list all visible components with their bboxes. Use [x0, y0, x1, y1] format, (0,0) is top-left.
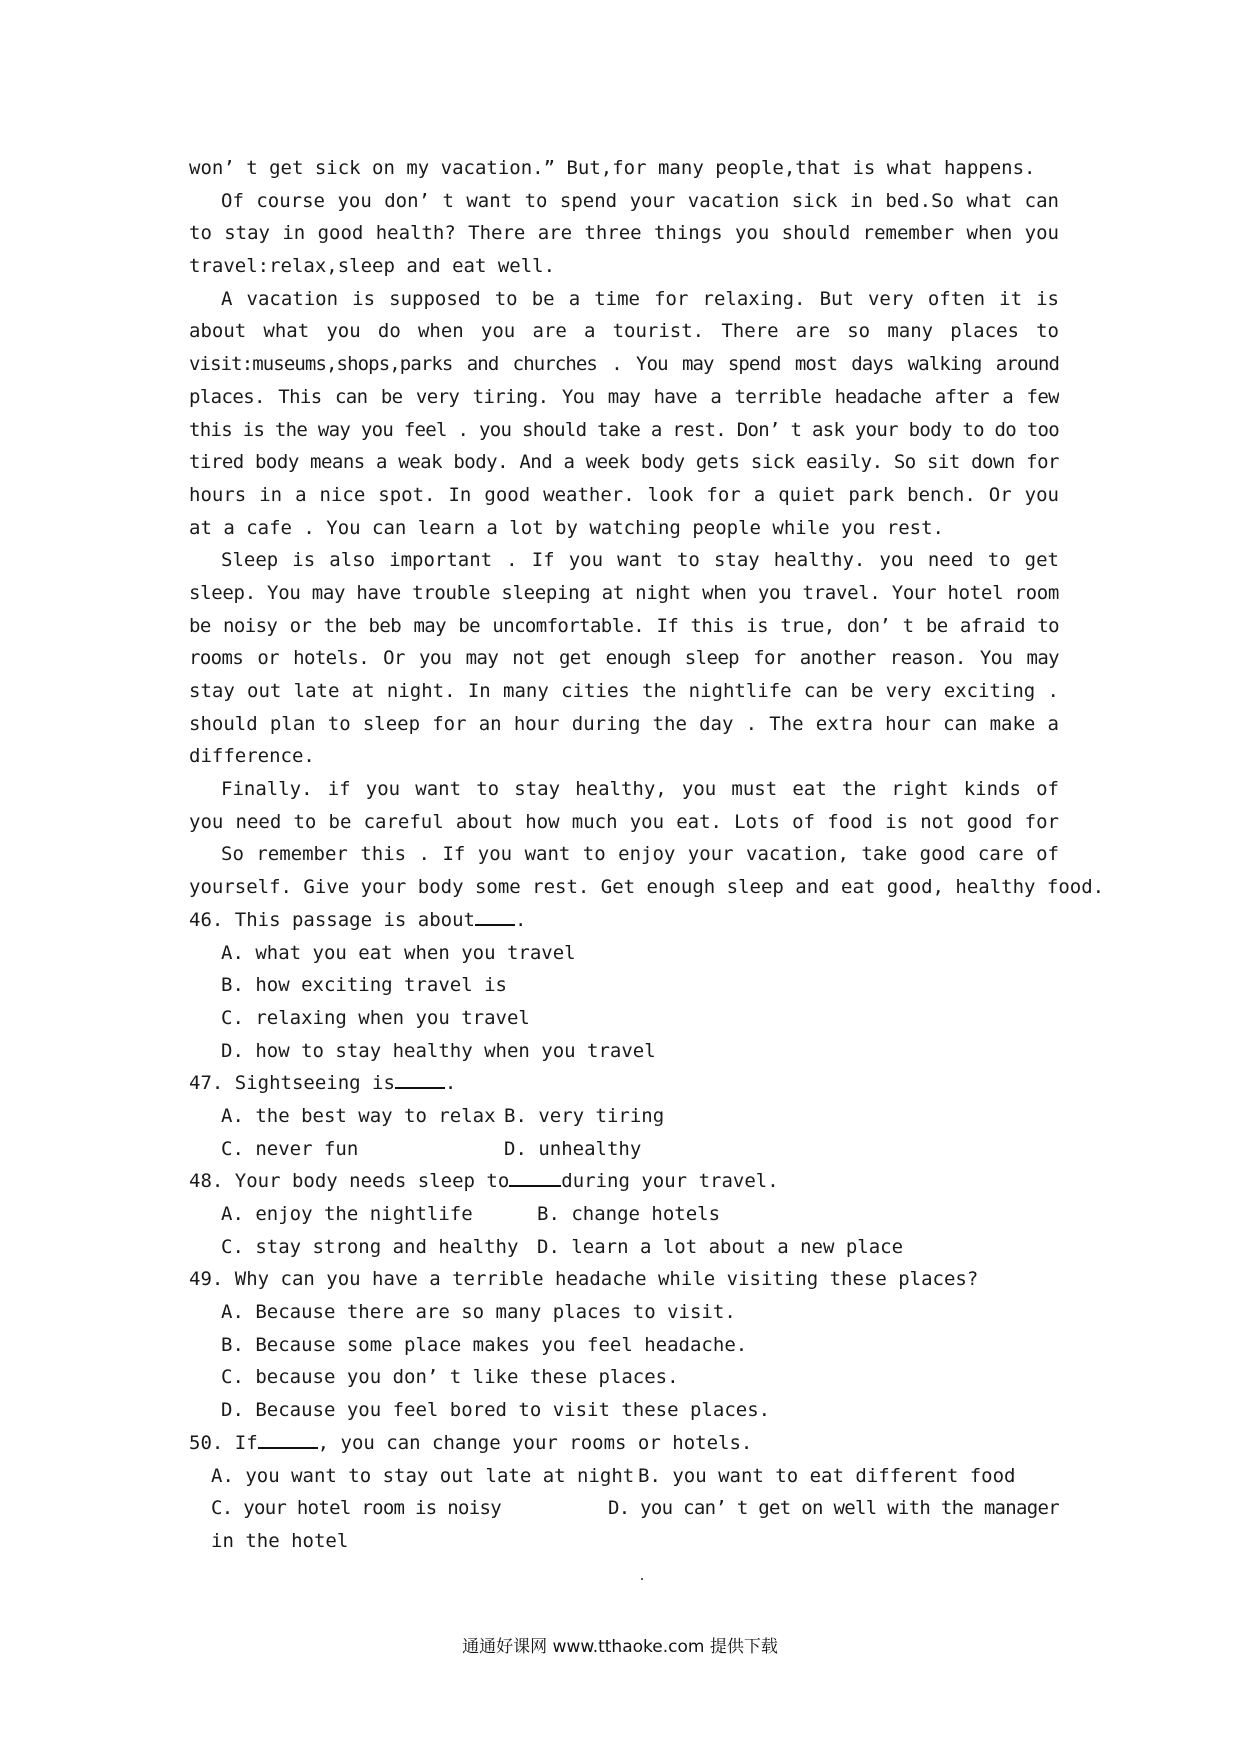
option-d: D. you can’ t get on well with the manager: [607, 1497, 1059, 1520]
question-stem-end: .: [514, 908, 527, 931]
option-c: C. because you don’ t like these places.: [221, 1366, 679, 1389]
passage-line: to stay in good health? There are three things you should remember when you: [189, 222, 1059, 245]
question-48: [189, 1165, 1059, 1198]
option-c: C. your hotel room is noisy: [211, 1497, 501, 1520]
option-a: A. the best way to relax: [221, 1104, 496, 1127]
passage-line: sleep. You may have trouble sleeping at night when you travel. Your hotel room: [189, 581, 1059, 604]
passage-line: rooms or hotels. Or you may not get enough sleep for another reason. You may: [189, 647, 1059, 670]
passage-line: should plan to sleep for an hour during the day . The extra hour can make a: [189, 712, 1059, 735]
answer-blank: [509, 1165, 561, 1187]
option-b: B. change hotels: [537, 1203, 721, 1225]
option-row: [189, 1231, 1059, 1264]
question-stem: 48. Your body needs sleep to: [189, 1170, 510, 1193]
passage-line: yourself. Give your body some rest. Get enough sleep and eat good, healthy food.: [189, 876, 1105, 899]
option-d: D. learn a lot about a new place: [537, 1235, 904, 1258]
passage-line: Finally. if you want to stay healthy, you must eat the right kinds of: [221, 778, 1059, 801]
passage-line: A vacation is supposed to be a time for relaxing. But very often it is: [221, 287, 1059, 310]
passage-line: hours in a nice spot. In good weather. look for a quiet park bench. Or you: [189, 483, 1059, 506]
option-row: [189, 1460, 1059, 1493]
passage-line: be noisy or the beb may be uncomfortable. If this is true, don’ t be afraid to: [189, 614, 1059, 637]
answer-blank: [475, 904, 515, 926]
passage-line: places. This can be very tiring. You may have a terrible headache after a few: [189, 385, 1059, 408]
option-b: B. very tiring: [504, 1104, 665, 1127]
option-a: A. you want to stay out late at night: [211, 1464, 635, 1487]
answer-blank: [395, 1067, 445, 1089]
question-46: [189, 904, 1059, 937]
question-stem: 47. Sightseeing is: [189, 1072, 395, 1095]
passage-line: Of course you don’ t want to spend your vacation sick in bed.So what can: [221, 189, 1059, 212]
option-a: A. enjoy the nightlife: [221, 1203, 473, 1225]
question-stem: 46. This passage is about: [189, 908, 475, 931]
question-stem-end: .: [444, 1072, 457, 1095]
passage-line: at a cafe . You can learn a lot by watching people while you rest.: [189, 516, 944, 539]
option-a: A. what you eat when you travel: [221, 941, 576, 964]
option-row: [189, 1100, 1059, 1133]
question-47: [189, 1067, 1059, 1100]
page-footer: 通通好课网 www.tthaoke.com 提供下载: [462, 1637, 778, 1657]
passage-line: won’ t get sick on my vacation.” But,for many people,that is what happens.: [189, 157, 1036, 179]
question-stem: 50. If: [189, 1431, 258, 1454]
passage-line: this is the way you feel . you should take a rest. Don’ t ask your body to do too: [189, 418, 1059, 441]
passage-line: about what you do when you are a tourist. There are so many places to: [189, 320, 1059, 343]
option-d: D. Because you feel bored to visit these places.: [221, 1399, 771, 1422]
option-a: A. Because there are so many places to visit.: [221, 1301, 736, 1324]
option-c: C. never fun: [221, 1137, 359, 1160]
option-c: C. stay strong and healthy: [221, 1235, 519, 1258]
option-row: [189, 1198, 1059, 1231]
answer-blank: [258, 1427, 318, 1449]
option-row: [189, 1492, 1059, 1525]
question-49: 49. Why can you have a terrible headache while visiting these places?: [189, 1268, 979, 1291]
question-stem-end: , you can change your rooms or hotels.: [317, 1431, 753, 1454]
passage-line: difference.: [189, 745, 315, 768]
option-row: [189, 1133, 1059, 1166]
passage-line: stay out late at night. In many cities the nightlife can be very exciting .: [189, 680, 1059, 702]
question-stem-end: during your travel.: [561, 1170, 779, 1193]
passage-line: Sleep is also important . If you want to stay healthy. you need to get: [221, 549, 1059, 572]
passage-line: So remember this . If you want to enjoy your vacation, take good care of: [221, 843, 1059, 866]
option-c: C. relaxing when you travel: [221, 1006, 530, 1029]
option-d-continued: in the hotel: [211, 1529, 349, 1552]
option-b: B. how exciting travel is: [221, 974, 507, 997]
passage-line: tired body means a weak body. And a week body gets sick easily. So sit down for: [189, 451, 1059, 474]
option-b: B. you want to eat different food: [638, 1464, 1016, 1487]
passage-line: visit:museums,shops,parks and churches . You may spend most days walking around: [189, 353, 1059, 376]
option-b: B. Because some place makes you feel headache.: [221, 1333, 748, 1356]
passage-line: you need to be careful about how much you eat. Lots of food is not good for: [189, 810, 1059, 833]
question-50: [189, 1427, 1059, 1460]
option-d: D. unhealthy: [504, 1137, 642, 1160]
exam-page: [189, 152, 1105, 1558]
page-mark: [641, 1578, 643, 1580]
passage-line: travel:relax,sleep and eat well.: [189, 255, 556, 278]
option-d: D. how to stay healthy when you travel: [221, 1039, 656, 1062]
